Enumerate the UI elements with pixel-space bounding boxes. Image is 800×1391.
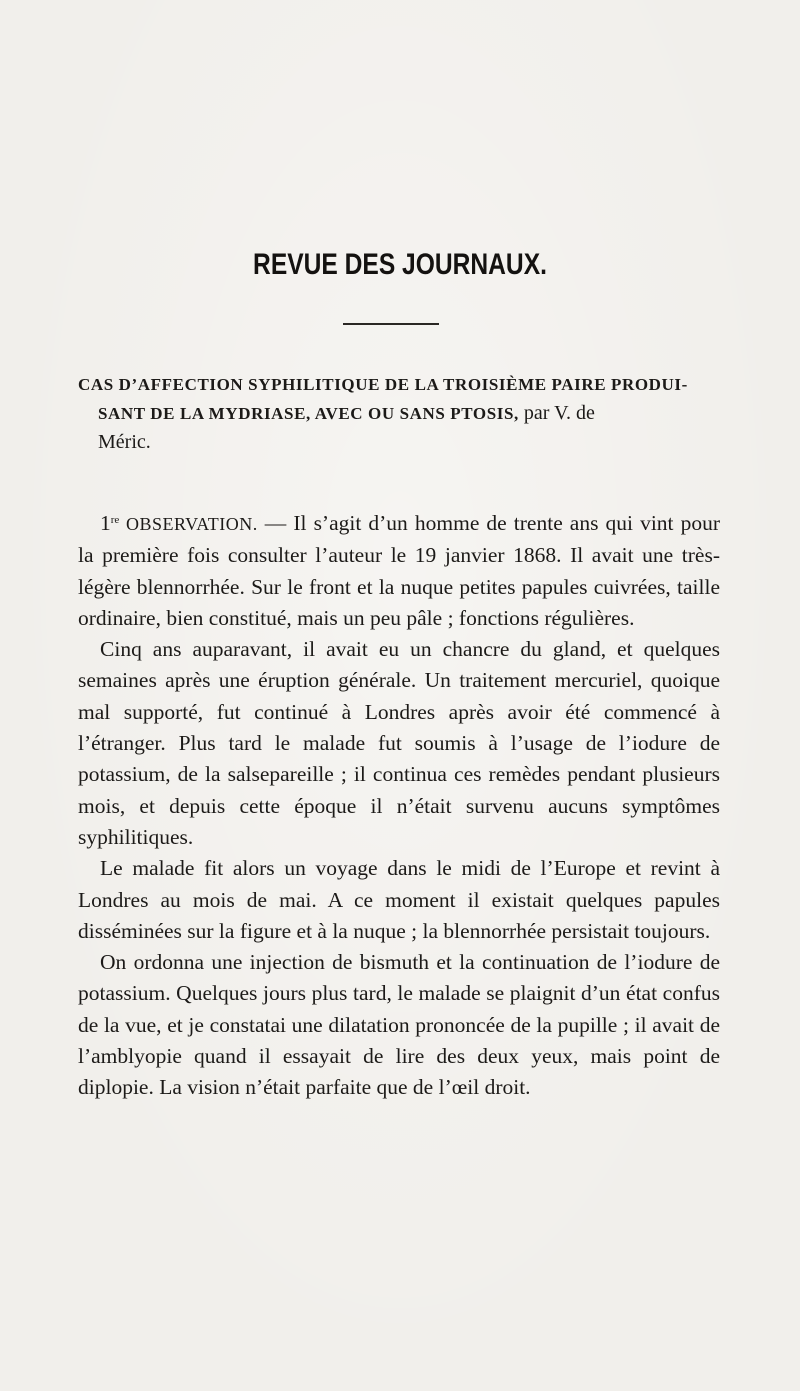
title-divider bbox=[343, 323, 439, 325]
paragraph-3: Le malade fit alors un voyage dans le midi de l’Europe et revint à Londres au mois de mai. A ce moment il existait quelques papules disséminées sur la figure et à la nuque ; la blennorrhée persistait toujours. bbox=[78, 856, 720, 943]
article-heading-line-1: CAS D’AFFECTION SYPHILITIQUE DE LA TROISIÈME PAIRE PRODUI- bbox=[78, 375, 688, 394]
paragraph-1 bbox=[78, 508, 720, 634]
article-author: Méric. bbox=[98, 431, 151, 453]
article-heading-caps-2: SANT DE LA MYDRIASE, AVEC OU SANS PTOSIS, bbox=[98, 404, 519, 423]
observation-number-suffix: re bbox=[110, 514, 120, 526]
article-heading bbox=[78, 370, 720, 456]
paragraph-2: Cinq ans auparavant, il avait eu un chancre du gland, et quelques semaines après une éruption générale. Un traitement mercuriel, quoique mal supporté, fut continué à Londres après avoir été commencé à l’étranger. Plus tard le malade fut soumis à l’usage de l’iodure de potassium, de la salsepareille ; il continua ces remèdes pendant plusieurs mois, et depuis cette époque il n’était survenu aucuns symptômes syphilitiques. bbox=[78, 637, 720, 849]
paragraph-4: On ordonna une injection de bismuth et la continuation de l’iodure de potassium. Quelques jours plus tard, le malade se plaignit d’un état confus de la vue, et je constatai une dilatation prononcée de la pupille ; il avait de l’amblyopie quand il essayait de lire des deux yeux, mais point de diplopie. La vision n’était parfaite que de l’œil droit. bbox=[78, 950, 720, 1100]
observation-label: OBSERVATION. bbox=[119, 514, 258, 534]
article-heading-by: par V. de bbox=[518, 402, 595, 424]
paragraph-1-text: — Il s’agit d’un homme de trente ans qui vint pour la première fois consulter l’auteur le 19 janvier 1868. Il avait une très-légère blennorrhée. Sur le front et la nuque petites papules cuivrées, taille ordinaire, bien constitué, mais un peu pâle ; fonctions régulières. bbox=[78, 511, 720, 630]
article-body bbox=[78, 508, 720, 1104]
page-title: REVUE DES JOURNAUX. bbox=[253, 248, 547, 281]
article-heading-line-2 bbox=[78, 399, 720, 456]
observation-number: 1 bbox=[100, 511, 111, 535]
